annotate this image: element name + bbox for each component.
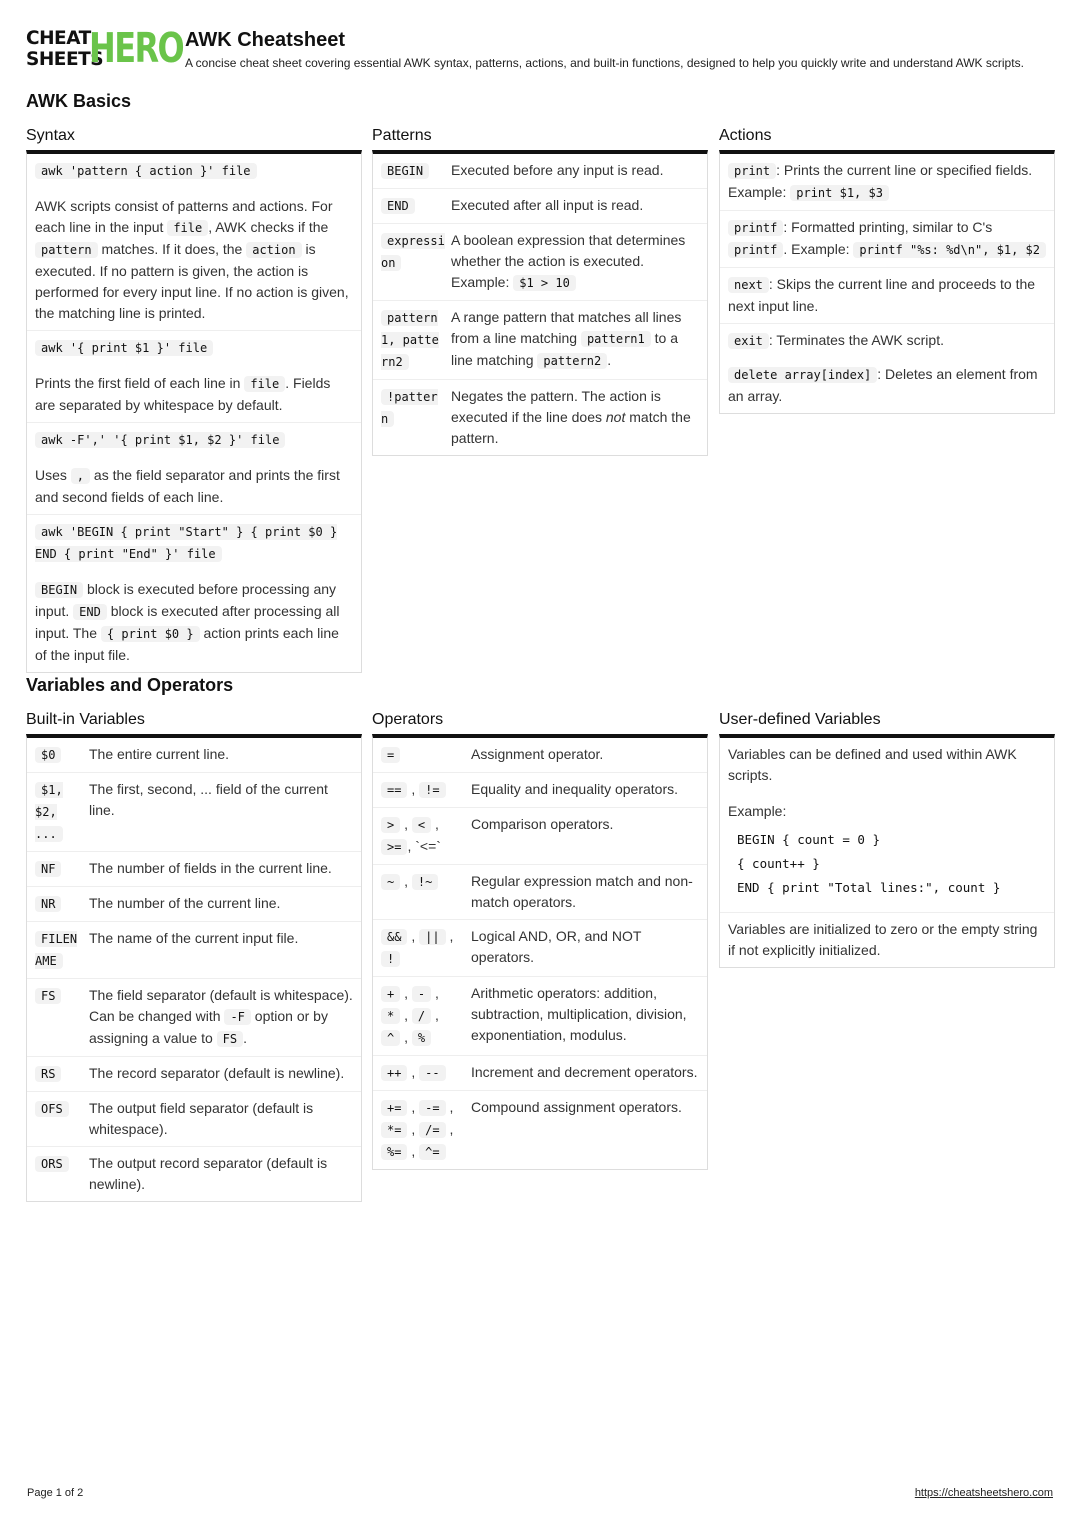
- section-variables-operators: Variables and Operators: [26, 675, 234, 695]
- operator-row: && , || , ! Logical AND, OR, and NOT operators.: [373, 919, 707, 976]
- operator-row: == , != Equality and inequality operators.: [373, 772, 707, 807]
- operators-column: [372, 710, 708, 1170]
- builtin-row: NF The number of fields in the current line.: [27, 851, 361, 886]
- builtin-card: [26, 734, 362, 1202]
- logo-text: CHEAT SHEETS: [26, 28, 104, 70]
- section-awk-basics: AWK Basics: [26, 91, 132, 111]
- builtin-row: $0 The entire current line.: [27, 738, 361, 772]
- operator-row: ~ , !~ Regular expression match and non-match operators.: [373, 864, 707, 919]
- pattern-row: pattern1, pattern2 A range pattern that matches all lines from a line matching pattern1 to a line matching pattern2 .: [373, 300, 707, 379]
- builtin-row: RS The record separator (default is newline).: [27, 1056, 361, 1091]
- builtin-row: FILENAME The name of the current input file.: [27, 921, 361, 978]
- page-number: Page 1 of 2: [27, 1487, 84, 1499]
- pattern-row: !pattern Negates the pattern. The action is executed if the line does not match the pattern.: [373, 379, 707, 455]
- syntax-card: [26, 150, 362, 673]
- patterns-column: [372, 126, 708, 456]
- pattern-row: BEGIN Executed before any input is read.: [373, 154, 707, 188]
- builtin-row: ORS The output record separator (default is newline).: [27, 1146, 361, 1201]
- user-vars-example-label: Example:: [728, 803, 787, 819]
- logo[interactable]: [26, 24, 184, 72]
- builtin-row: FS The field separator (default is whitespace). Can be changed with -F option or by assigning a value to FS .: [27, 978, 361, 1056]
- builtin-row: $1, $2, ... The first, second, ... field of the current line.: [27, 772, 361, 851]
- actions-card: [719, 150, 1055, 414]
- action-row: delete array[index] : Deletes an element from an array.: [728, 366, 1038, 404]
- user-vars-note: Variables are initialized to zero or the empty string if not explicitly initialized.: [720, 912, 1054, 967]
- operators-title: Operators: [372, 711, 444, 728]
- user-vars-code: BEGIN { count = 0 } { count++ } END { print "Total lines:", count }: [737, 832, 1001, 895]
- operator-row: > , < , >= , `<=` Comparison operators.: [373, 807, 707, 864]
- syntax-code-3: awk -F',' '{ print $1, $2 }' file: [27, 422, 361, 457]
- syntax-code-4: awk 'BEGIN { print "Start" } { print $0 } END { print "End" }' file: [27, 514, 361, 571]
- page-title: AWK Cheatsheet: [185, 29, 346, 51]
- site-link[interactable]: https://cheatsheetshero.com: [914, 1487, 1053, 1499]
- header: [26, 24, 1056, 72]
- action-row: print : Prints the current line or specified fields. Example: print $1, $3: [728, 162, 1033, 200]
- operator-row: + , - , * , / , ^ , % Arithmetic operators: addition, subtraction, multiplication, division, exponentiation, modulus.: [373, 976, 707, 1055]
- action-row: next : Skips the current line and proceeds to the next input line.: [720, 267, 1054, 323]
- syntax-code-1: awk 'pattern { action }' file: [27, 154, 361, 188]
- page-subtitle: A concise cheat sheet covering essential AWK syntax, patterns, actions, and built-in functions, designed to help you quickly write and understand AWK scripts.: [185, 56, 1024, 70]
- operator-row: = Assignment operator.: [373, 738, 707, 772]
- syntax-desc-1: AWK scripts consist of patterns and actions. For each line in the input file , AWK checks if the pattern matches. If it does, the action is executed. If no pattern is given, the action is performed for every input line. If no action is given, the matching line is printed.: [35, 198, 349, 321]
- operators-card: [372, 734, 708, 1170]
- user-vars-body: [720, 738, 1054, 912]
- patterns-title: Patterns: [372, 127, 432, 144]
- pattern-row: END Executed after all input is read.: [373, 188, 707, 223]
- action-row: printf : Formatted printing, similar to C's printf . Example: printf "%s: %d\n", $1, $2: [720, 210, 1054, 267]
- actions-title: Actions: [719, 127, 772, 144]
- operator-row: += , -= , *= , /= , %= , ^= Compound assignment operators.: [373, 1090, 707, 1169]
- user-vars-column: [719, 710, 1055, 968]
- syntax-column: [26, 126, 362, 673]
- syntax-desc-2: Prints the first field of each line in file . Fields are separated by whitespace by default.: [35, 375, 331, 413]
- syntax-code-2: awk '{ print $1 }' file: [27, 330, 361, 365]
- logo-hero: HERO: [89, 24, 184, 72]
- actions-column: [719, 126, 1055, 414]
- builtin-row: NR The number of the current line.: [27, 886, 361, 921]
- syntax-title: Syntax: [26, 127, 75, 144]
- user-vars-intro: Variables can be defined and used within AWK scripts.: [728, 746, 1017, 783]
- operator-row: ++ , -- Increment and decrement operators.: [373, 1055, 707, 1090]
- builtin-row: OFS The output field separator (default is whitespace).: [27, 1091, 361, 1146]
- action-row: exit : Terminates the AWK script.: [720, 323, 1054, 358]
- user-vars-card: [719, 734, 1055, 968]
- pattern-row: expression A boolean expression that determines whether the action is executed. Example: $1 > 10: [373, 223, 707, 300]
- syntax-desc-3: Uses , as the field separator and prints the first and second fields of each line.: [35, 467, 340, 505]
- builtin-title: Built-in Variables: [26, 711, 145, 728]
- builtin-column: [26, 710, 362, 1202]
- syntax-desc-4: BEGIN block is executed before processing any input. END block is executed after processing all input. The { print $0 } action prints each line of the input file.: [35, 581, 340, 663]
- user-vars-title: User-defined Variables: [719, 711, 881, 728]
- patterns-card: [372, 150, 708, 456]
